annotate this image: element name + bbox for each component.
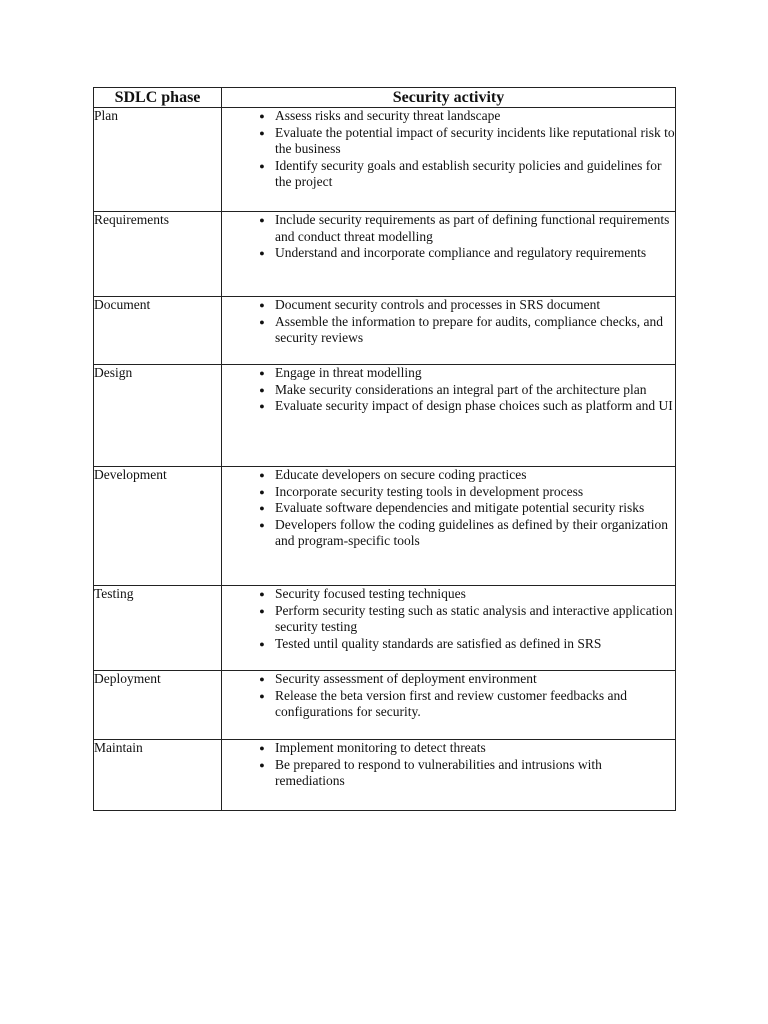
table-row <box>94 586 676 671</box>
activity-item <box>222 467 675 484</box>
activity-cell <box>222 740 676 811</box>
activity-cell <box>222 297 676 365</box>
activity-text: Make security considerations an integral part of the architecture plan <box>275 381 647 397</box>
phase-cell: Requirements <box>94 212 222 297</box>
activity-text: Evaluate the potential impact of security incidents like reputational risk to the business <box>275 124 675 157</box>
table-row <box>94 365 676 467</box>
activity-text: Incorporate security testing tools in development process <box>275 483 584 499</box>
bullet-icon: ● <box>259 300 265 310</box>
activity-list <box>222 671 675 721</box>
activity-text: Document security controls and processes in SRS document <box>275 297 601 312</box>
bullet-icon: ● <box>259 316 265 327</box>
activity-cell <box>222 108 676 212</box>
activity-text: Security focused testing techniques <box>275 586 466 601</box>
bullet-icon: ● <box>259 690 265 701</box>
activity-item <box>222 586 675 603</box>
activity-list <box>222 212 675 262</box>
activity-text: Understand and incorporate compliance and regulatory requirements <box>275 245 647 261</box>
activity-item <box>222 108 675 125</box>
phase-cell: Design <box>94 365 222 467</box>
activity-text: Release the beta version first and review customer feedbacks and configurations for security. <box>275 687 627 720</box>
activity-text: Evaluate software dependencies and mitigate potential security risks <box>275 500 645 516</box>
activity-list <box>222 467 675 550</box>
table-row <box>94 297 676 365</box>
activity-item <box>222 365 675 382</box>
activity-cell <box>222 467 676 586</box>
bullet-icon: ● <box>259 127 265 138</box>
bullet-icon: ● <box>259 519 265 530</box>
phase-cell: Deployment <box>94 671 222 740</box>
table-row <box>94 108 676 212</box>
activity-item <box>222 158 675 191</box>
bullet-icon: ● <box>259 638 265 649</box>
activity-cell <box>222 212 676 297</box>
activity-list <box>222 297 675 347</box>
activity-text: Identify security goals and establish security policies and guidelines for the project <box>275 157 662 190</box>
bullet-icon: ● <box>259 503 265 514</box>
phase-cell: Testing <box>94 586 222 671</box>
table-row <box>94 671 676 740</box>
activity-item <box>222 757 675 790</box>
activity-list <box>222 740 675 790</box>
header-sdlc-phase: SDLC phase <box>94 88 222 108</box>
activity-item <box>222 382 675 399</box>
bullet-icon: ● <box>259 605 265 616</box>
phase-cell: Development <box>94 467 222 586</box>
activity-item <box>222 484 675 501</box>
activity-text: Evaluate security impact of design phase choices such as platform and UI <box>275 398 673 414</box>
activity-text: Developers follow the coding guidelines as defined by their organization and program-specific tools <box>275 516 669 549</box>
activity-item <box>222 500 675 517</box>
activity-item <box>222 671 675 688</box>
bullet-icon: ● <box>259 215 265 225</box>
activity-cell <box>222 671 676 740</box>
activity-text: Be prepared to respond to vulnerabilities and intrusions with remediations <box>275 756 602 789</box>
table-row <box>94 467 676 586</box>
bullet-icon: ● <box>259 248 265 259</box>
activity-text: Tested until quality standards are satisfied as defined in SRS <box>275 635 602 651</box>
table-header-row <box>94 88 676 108</box>
activity-text: Assemble the information to prepare for audits, compliance checks, and security reviews <box>275 313 663 346</box>
activity-item <box>222 688 675 721</box>
activity-text: Security assessment of deployment environment <box>275 671 537 686</box>
activity-item <box>222 517 675 550</box>
bullet-icon: ● <box>259 743 265 753</box>
bullet-icon: ● <box>259 589 265 599</box>
bullet-icon: ● <box>259 486 265 497</box>
activity-item <box>222 603 675 636</box>
phase-cell: Document <box>94 297 222 365</box>
bullet-icon: ● <box>259 384 265 395</box>
bullet-icon: ● <box>259 401 265 412</box>
phase-cell: Plan <box>94 108 222 212</box>
activity-text: Perform security testing such as static analysis and interactive application security testing <box>275 602 673 635</box>
bullet-icon: ● <box>259 470 265 480</box>
activity-text: Engage in threat modelling <box>275 365 422 380</box>
sdlc-security-table <box>93 87 676 811</box>
activity-item <box>222 314 675 347</box>
activity-item <box>222 245 675 262</box>
activity-item <box>222 740 675 757</box>
table-row <box>94 212 676 297</box>
activity-item <box>222 125 675 158</box>
table-row <box>94 740 676 811</box>
bullet-icon: ● <box>259 674 265 684</box>
activity-text: Educate developers on secure coding practices <box>275 467 527 482</box>
activity-cell <box>222 365 676 467</box>
activity-item <box>222 297 675 314</box>
activity-list <box>222 365 675 415</box>
activity-item <box>222 398 675 415</box>
activity-item <box>222 212 675 245</box>
bullet-icon: ● <box>259 759 265 770</box>
activity-text: Include security requirements as part of defining functional requirements and conduct threat modelling <box>275 212 670 244</box>
activity-text: Implement monitoring to detect threats <box>275 740 486 755</box>
phase-cell: Maintain <box>94 740 222 811</box>
bullet-icon: ● <box>259 368 265 378</box>
activity-list <box>222 108 675 191</box>
activity-text: Assess risks and security threat landscape <box>275 108 501 123</box>
header-security-activity: Security activity <box>222 88 676 108</box>
activity-item <box>222 636 675 653</box>
activity-list <box>222 586 675 652</box>
bullet-icon: ● <box>259 160 265 171</box>
bullet-icon: ● <box>259 111 265 121</box>
activity-cell <box>222 586 676 671</box>
